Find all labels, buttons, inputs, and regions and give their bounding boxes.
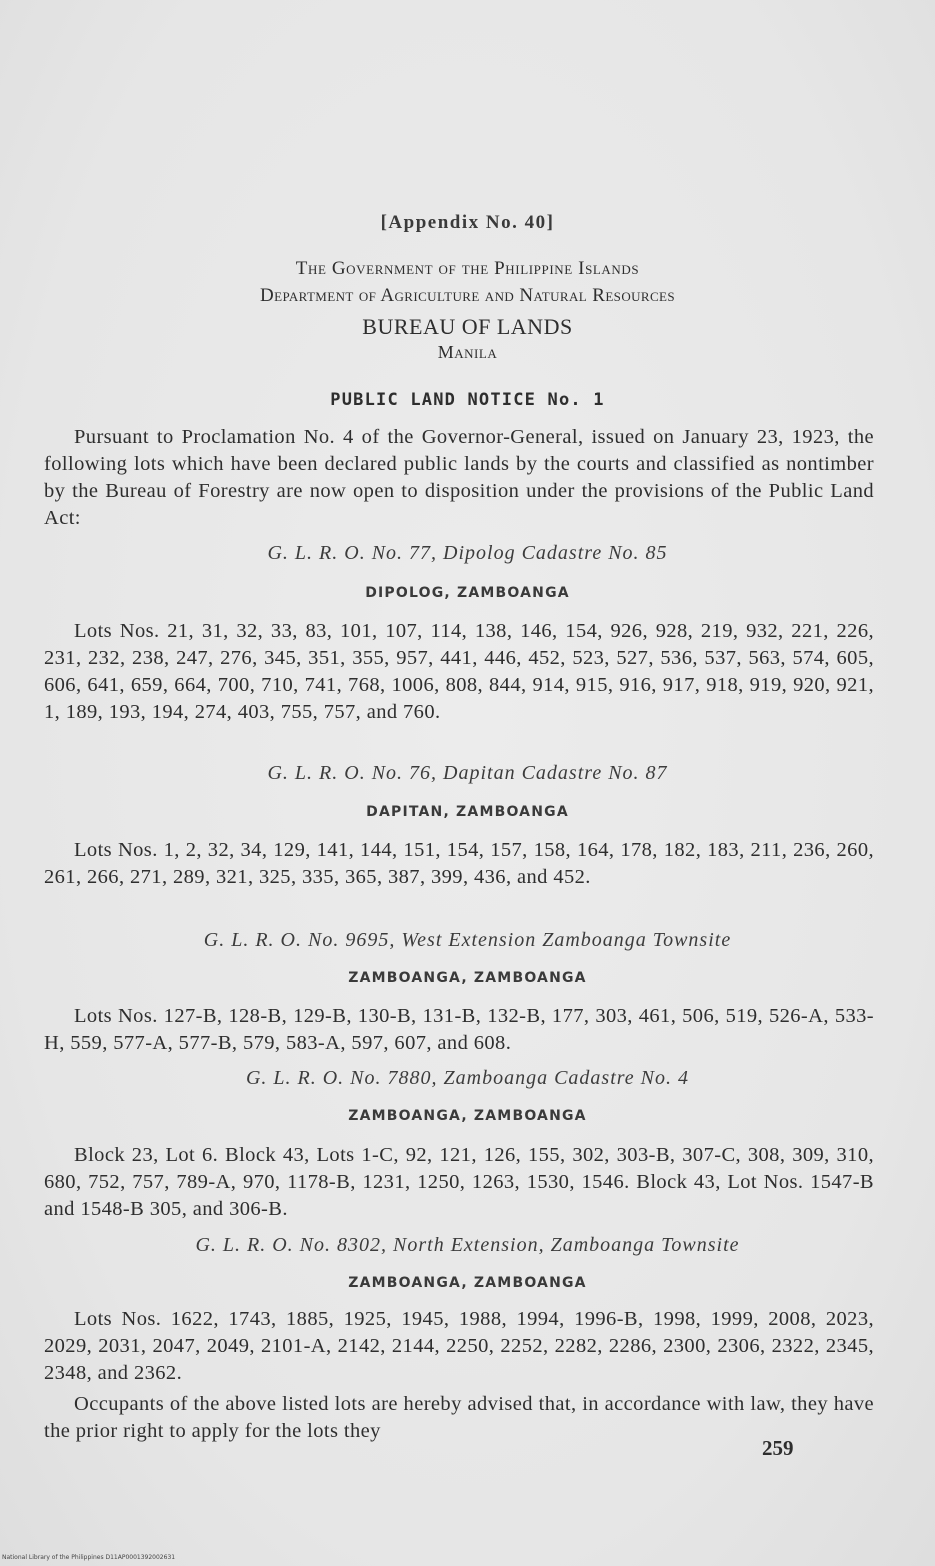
lots-paragraph [44, 1142, 874, 1223]
lots-text: Lots Nos. 1622, 1743, 1885, 1925, 1945, 1988, 1994, 1996-B, 1998, 1999, 2008, 2023, 2029, 2031, 2047, 2049, 2101-A, 2142, 2144, 2250, 2252, 2282, 2286, 2300, 2306, 2322, 2345, 2348, and 2362. [44, 1308, 874, 1384]
closing-paragraph [44, 1391, 874, 1445]
closing-text: Occupants of the above listed lots are hereby advised that, in accordance with law, they have the prior right to apply for the lots they [44, 1393, 874, 1442]
page-number: 259 [762, 1436, 794, 1460]
lots-paragraph [44, 1306, 874, 1387]
bureau-heading: BUREAU OF LANDS [362, 314, 573, 339]
intro-paragraph [44, 424, 874, 532]
section-title: G. L. R. O. No. 9695, West Extension Zamboanga Townsite [203, 929, 732, 951]
section-place: DIPOLOG, ZAMBOANGA [365, 585, 570, 601]
lots-text: Lots Nos. 127-B, 128-B, 129-B, 130-B, 131-B, 132-B, 177, 303, 461, 506, 519, 526-A, 533-H, 559, 577-A, 577-B, 579, 583-A, 597, 607, and 608. [44, 1005, 874, 1054]
city-heading: Manila [437, 342, 498, 362]
section-place: ZAMBOANGA, ZAMBOANGA [348, 1275, 587, 1291]
lots-paragraph [44, 837, 874, 891]
department-heading: Department of Agriculture and Natural Resources [259, 285, 676, 306]
section-place: DAPITAN, ZAMBOANGA [366, 804, 569, 820]
lots-text: Lots Nos. 1, 2, 32, 34, 129, 141, 144, 151, 154, 157, 158, 164, 178, 182, 183, 211, 236, 260, 261, 266, 271, 289, 321, 325, 335, 365, 387, 399, 436, and 452. [44, 839, 874, 888]
lots-paragraph [44, 1003, 874, 1057]
scan-footer: National Library of the Philippines D11AP0001392002631 [2, 1554, 176, 1561]
lots-text: Block 23, Lot 6. Block 43, Lots 1-C, 92, 121, 126, 155, 302, 303-B, 307-C, 308, 309, 310, 680, 752, 757, 789-A, 970, 1178-B, 1231, 1250, 1263, 1530, 1546. Block 43, Lot Nos. 1547-B and 1548-B 305, and 306-B. [44, 1144, 874, 1220]
government-heading: The Government of the Philippine Islands [295, 258, 640, 279]
section-place: ZAMBOANGA, ZAMBOANGA [348, 970, 587, 986]
section-title: G. L. R. O. No. 8302, North Extension, Zamboanga Townsite [195, 1234, 740, 1256]
intro-text: Pursuant to Proclamation No. 4 of the Governor-General, issued on January 23, 1923, the following lots which have been declared public lands by the courts and classified as nontimber by the Bureau of Forestry are now open to disposition under the provisions of the Public Land Act: [44, 426, 874, 529]
lots-text: Lots Nos. 21, 31, 32, 33, 83, 101, 107, 114, 138, 146, 154, 926, 928, 219, 932, 221, 226, 231, 232, 238, 247, 276, 345, 351, 355, 957, 441, 446, 452, 523, 527, 536, 537, 563, 574, 605, 606, 641, 659, 664, 700, 710, 741, 768, 1006, 808, 844, 914, 915, 916, 917, 918, 919, 920, 921, 1, 189, 193, 194, 274, 403, 755, 757, and 760. [44, 620, 874, 723]
section-place: ZAMBOANGA, ZAMBOANGA [348, 1108, 587, 1124]
appendix-label: [Appendix No. 40] [380, 212, 555, 233]
lots-paragraph [44, 618, 874, 726]
section-title: G. L. R. O. No. 76, Dapitan Cadastre No. 87 [267, 762, 668, 784]
notice-title: PUBLIC LAND NOTICE No. 1 [330, 390, 605, 410]
section-title: G. L. R. O. No. 77, Dipolog Cadastre No. 85 [267, 542, 668, 564]
section-title: G. L. R. O. No. 7880, Zamboanga Cadastre No. 4 [245, 1067, 690, 1089]
